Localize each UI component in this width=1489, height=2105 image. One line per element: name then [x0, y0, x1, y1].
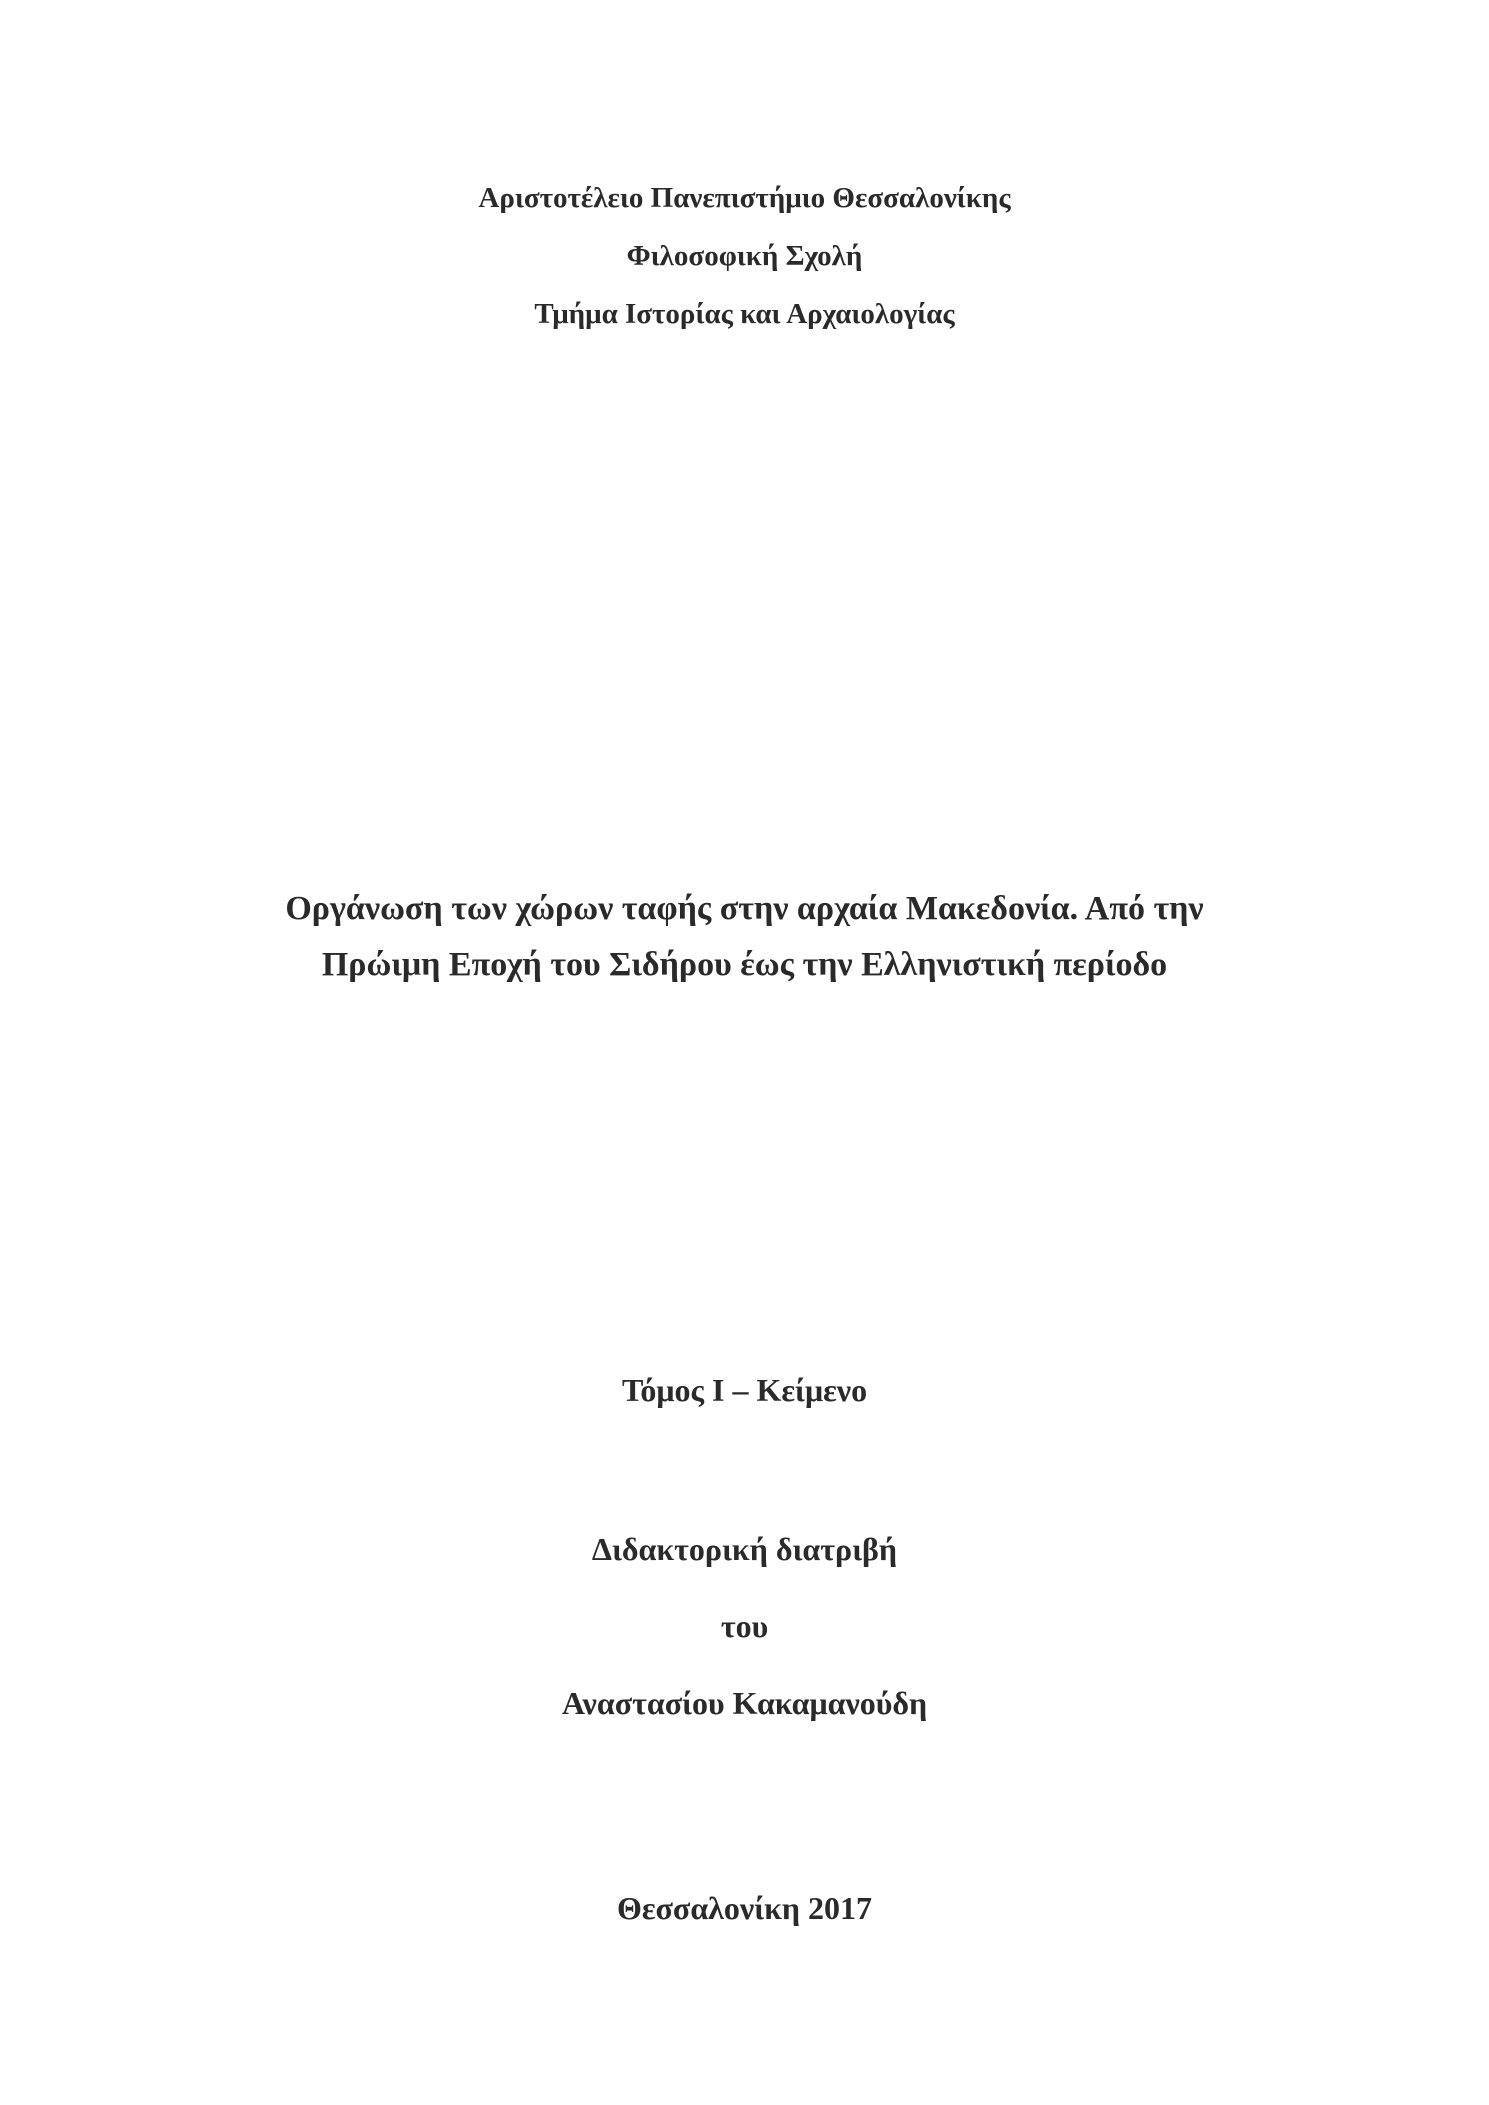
university-name: Αριστοτέλειο Πανεπιστήμιο Θεσσαλονίκης — [478, 182, 1011, 214]
department-name: Τμήμα Ιστορίας και Αρχαιολογίας — [534, 298, 955, 330]
faculty-name: Φιλοσοφική Σχολή — [626, 240, 863, 272]
thesis-type: Διδακτορική διατριβή — [591, 1531, 898, 1567]
thesis-title-line-1: Οργάνωση των χώρων ταφής στην αρχαία Μακεδονία. Από την — [285, 890, 1204, 927]
author-name: Αναστασίου Κακαμανούδη — [561, 1685, 928, 1721]
place-and-year: Θεσσαλονίκη 2017 — [616, 1890, 873, 1926]
author-preposition: του — [720, 1608, 769, 1644]
volume-label: Τόμος Ι – Κείμενο — [621, 1372, 868, 1408]
thesis-title-line-2: Πρώιμη Εποχή του Σιδήρου έως την Ελληνιστική περίοδο — [321, 946, 1168, 983]
